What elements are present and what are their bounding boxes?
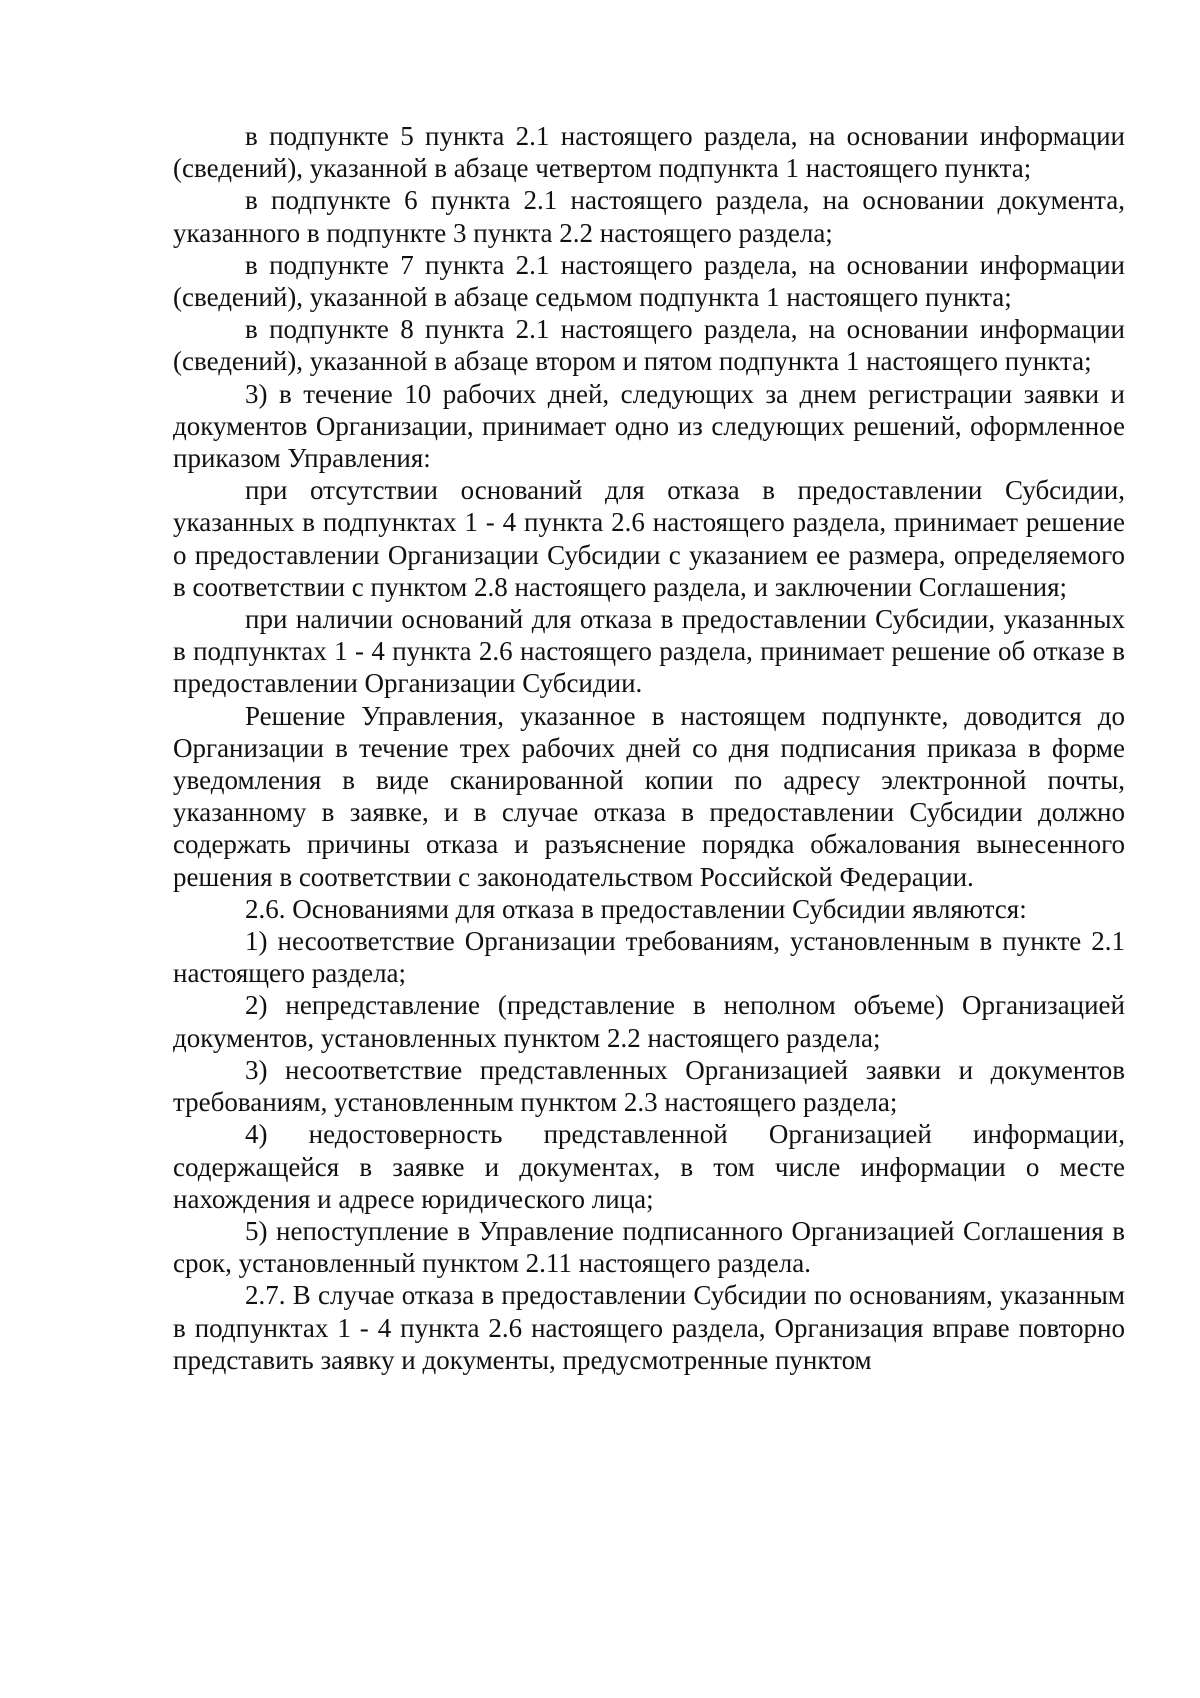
paragraph: 2.6. Основаниями для отказа в предоставлении Субсидии являются: bbox=[245, 893, 1027, 924]
paragraph: в подпункте 8 пункта 2.1 настоящего раздела, на основании информации (сведений), указанной в абзаце втором и пятом подпункта 1 настоящего пункта; bbox=[173, 314, 1125, 377]
paragraph: в подпункте 5 пункта 2.1 настоящего раздела, на основании информации (сведений), указанной в абзаце четвертом подпункта 1 настоящего пункта; bbox=[173, 121, 1125, 184]
document-page bbox=[173, 120, 1125, 1376]
paragraph: Решение Управления, указанное в настоящем подпункте, доводится до Организации в течение трех рабочих дней со дня подписания приказа в форме уведомления в виде сканированной копии по адресу электронной почты, указанному в заявке, и в случае отказа в предоставлении Субсидии должно содержать причины отказа и разъяснение порядка обжалования вынесенного решения в соответствии с законодательством Российской Федерации. bbox=[173, 700, 1125, 892]
paragraph: при наличии оснований для отказа в предоставлении Субсидии, указанных в подпунктах 1 - 4 пункта 2.6 настоящего раздела, принимает решение об отказе в предоставлении Организации Субсидии. bbox=[173, 604, 1125, 699]
paragraph: 5) непоступление в Управление подписанного Организацией Соглашения в срок, установленный пунктом 2.11 настоящего раздела. bbox=[173, 1215, 1125, 1279]
paragraph: 3) в течение 10 рабочих дней, следующих за днем регистрации заявки и документов Организации, принимает одно из следующих решений, оформленное приказом Управления: bbox=[173, 378, 1125, 474]
paragraph: 2.7. В случае отказа в предоставлении Субсидии по основаниям, указанным в подпунктах 1 - 4 пункта 2.6 настоящего раздела, Организация вправе повторно представить заявку и документы, предусмотренные пунктом bbox=[173, 1280, 1125, 1375]
paragraph: в подпункте 7 пункта 2.1 настоящего раздела, на основании информации (сведений), указанной в абзаце седьмом подпункта 1 настоящего пункта; bbox=[173, 249, 1125, 313]
paragraph: 1) несоответствие Организации требованиям, установленным в пункте 2.1 настоящего раздела; bbox=[173, 926, 1125, 989]
paragraph: в подпункте 6 пункта 2.1 настоящего раздела, на основании документа, указанного в подпункте 3 пункта 2.2 настоящего раздела; bbox=[173, 185, 1125, 248]
paragraph: 4) недостоверность представленной Организацией информации, содержащейся в заявке и документах, в том числе информации о месте нахождения и адресе юридического лица; bbox=[173, 1119, 1125, 1214]
paragraph: 3) несоответствие представленных Организацией заявки и документов требованиям, установленным пунктом 2.3 настоящего раздела; bbox=[173, 1054, 1125, 1118]
paragraph: 2) непредставление (представление в неполном объеме) Организацией документов, установленных пунктом 2.2 настоящего раздела; bbox=[173, 990, 1125, 1053]
paragraph: при отсутствии оснований для отказа в предоставлении Субсидии, указанных в подпунктах 1 - 4 пункта 2.6 настоящего раздела, принимает решение о предоставлении Организации Субсидии с указанием ее размера, определяемого в соответствии с пунктом 2.8 настоящего раздела, и заключении Соглашения; bbox=[173, 475, 1125, 602]
